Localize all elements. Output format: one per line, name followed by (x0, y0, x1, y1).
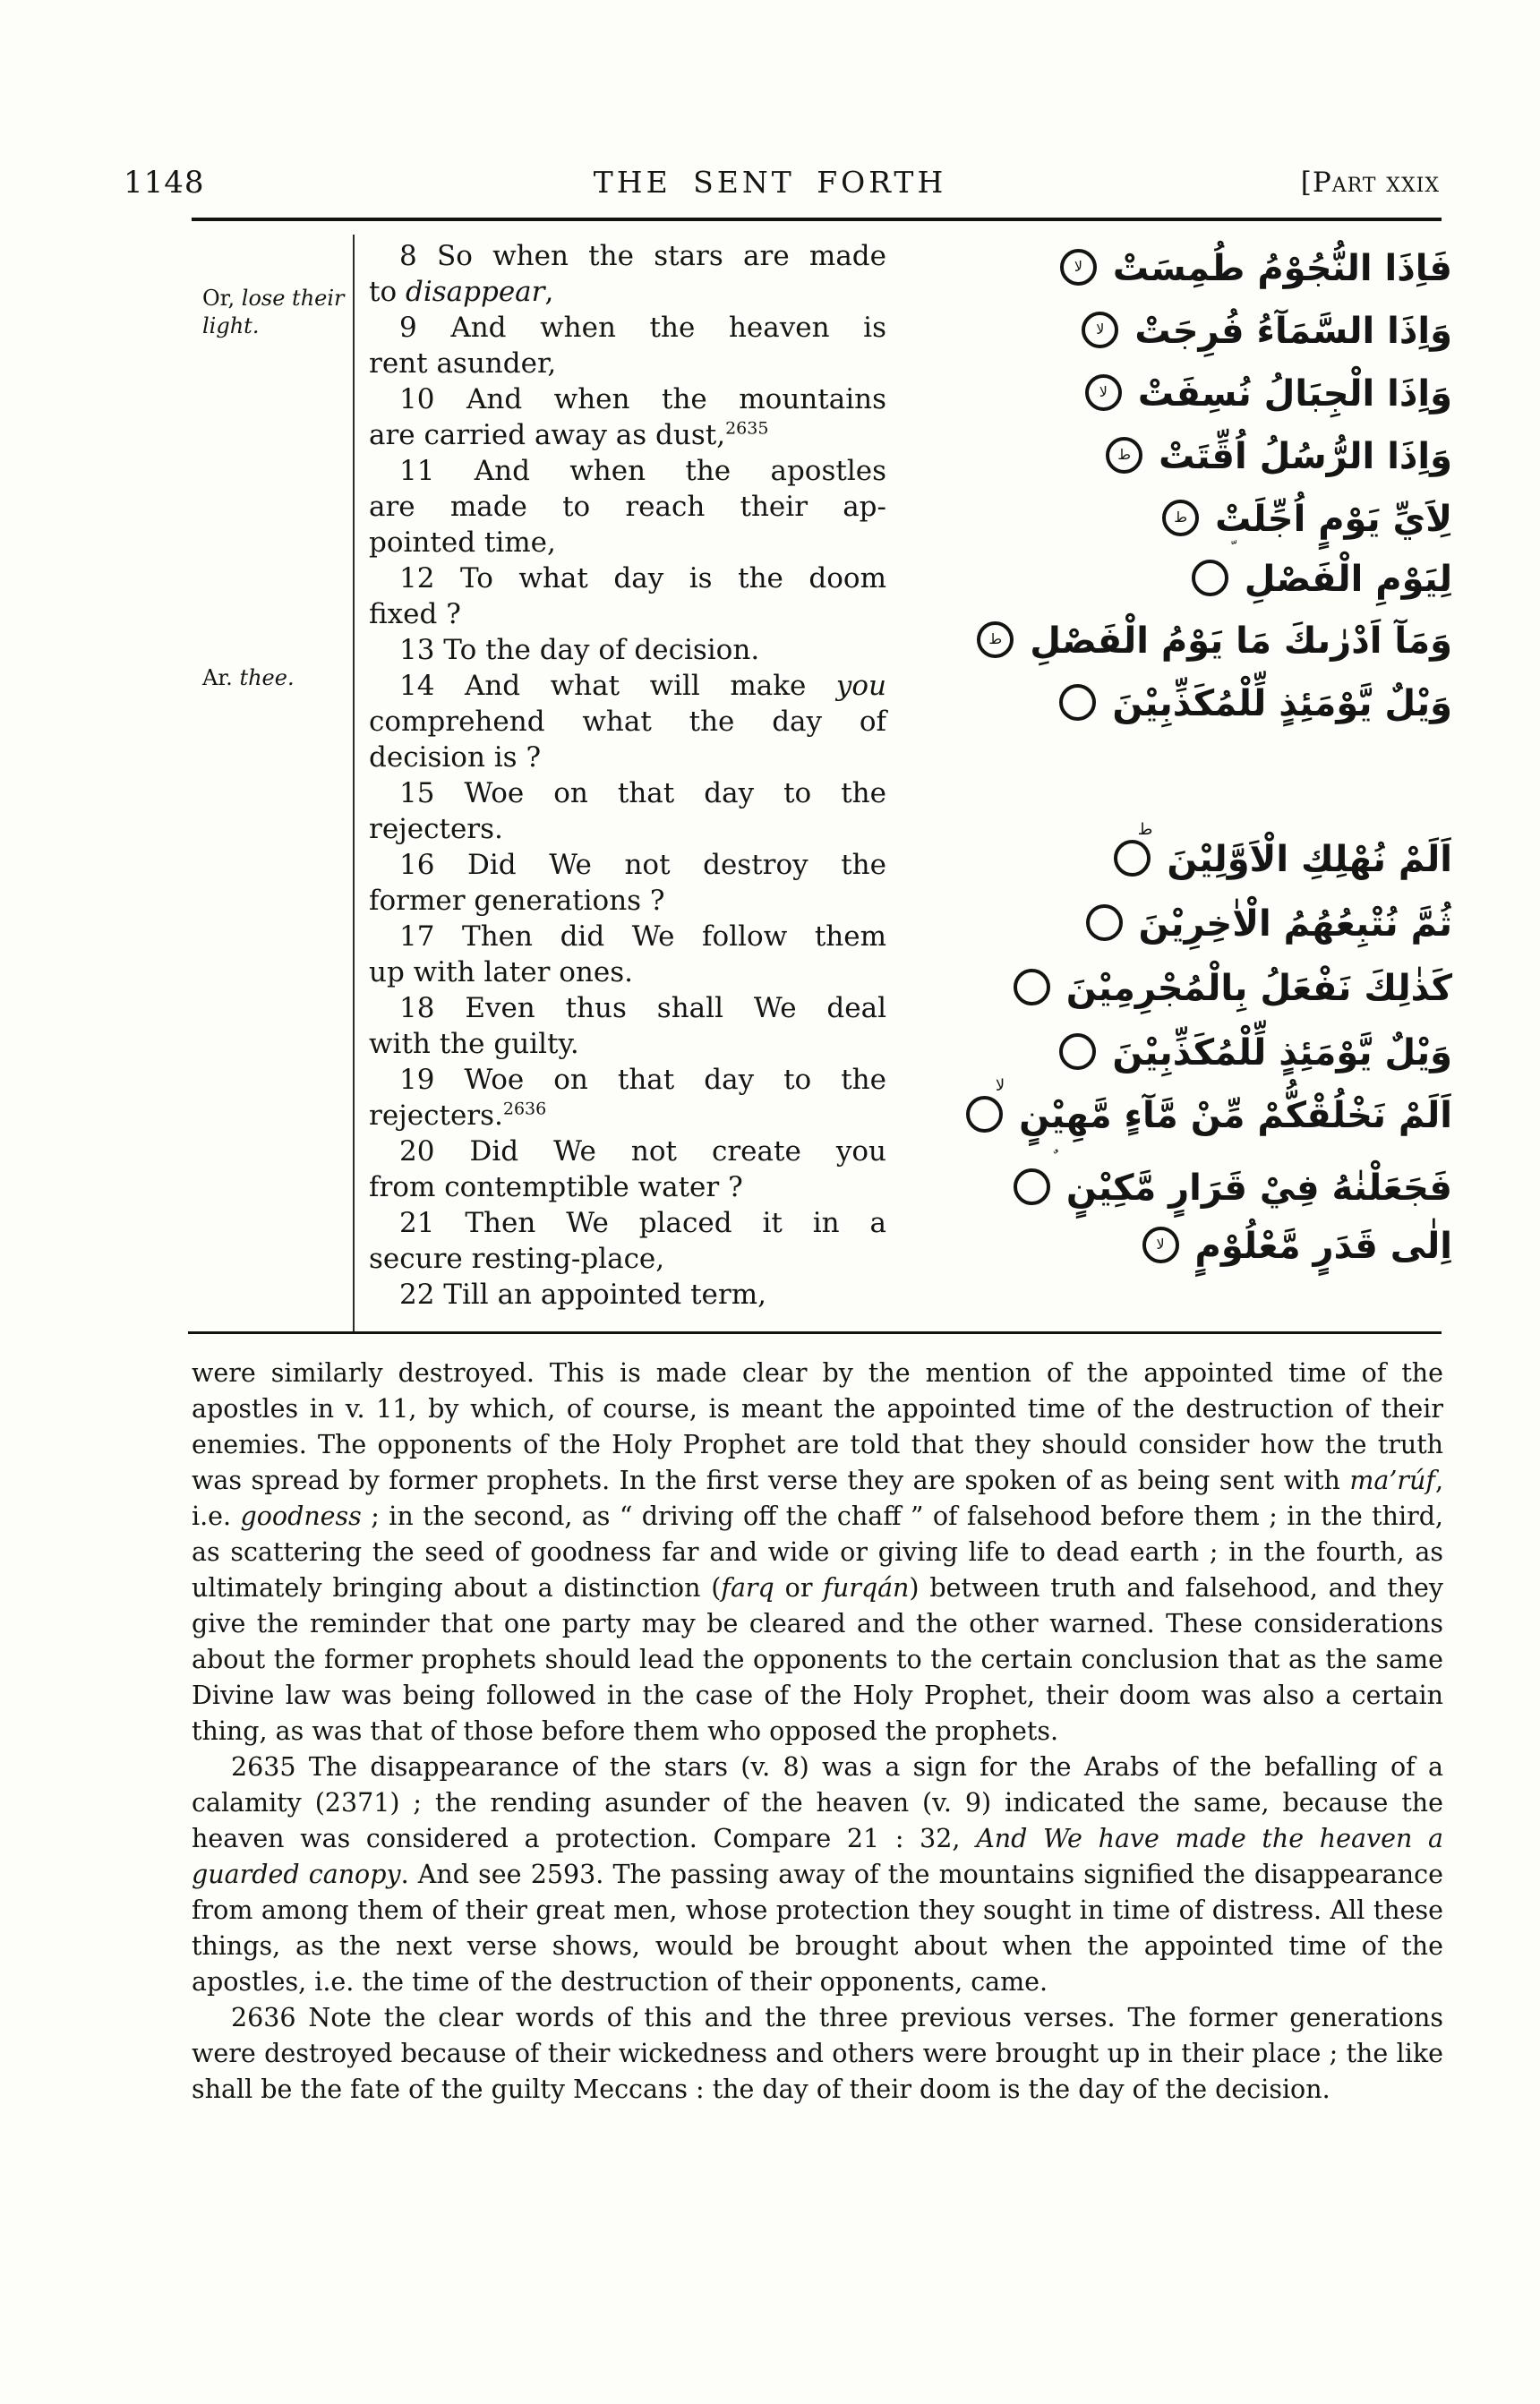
verse-line (369, 1169, 886, 1205)
footnote-ref: 2635 (725, 418, 769, 439)
verse-line (369, 954, 886, 990)
commentary-section (192, 1356, 1443, 2108)
ayah-end-marker (1114, 819, 1153, 877)
ayah-end-marker (1014, 969, 1050, 1005)
ayah-end-marker: ط (1162, 500, 1199, 536)
text-run: 16 Did We not destroy the (399, 849, 886, 881)
text-run: 2636 Note the clear words of this and the three previous verses. The former generations were destroyed because of their wickedness and others were brought up in their place ; the like shall be the fate of the guilty Meccans : the day of their doom is the day of the decision. (192, 2003, 1443, 2104)
text-run: Or, (202, 286, 242, 311)
verse-line (369, 704, 886, 740)
text-run: 11 And when the apostles (399, 455, 886, 487)
margin-note-or-lose-their-light (202, 285, 349, 340)
arabic-verse-line (1104, 428, 1452, 485)
arabic-verse-text: وَيْلٌ يَّوْمَئِذٍ لِّلْمُكَذِّبِيْنَ (1112, 1032, 1452, 1074)
ayah-end-marker: ط (977, 621, 1014, 658)
text-run: secure resting-place, (369, 1243, 665, 1275)
arabic-verse-text: وَمَآ اَدْرٰىكَ مَا يَوْمُ الْفَصْلِ (1030, 620, 1452, 662)
arabic-verse-text: كَذٰلِكَ نَفْعَلُ بِالْمُجْرِمِيْنَ (1065, 968, 1452, 1009)
verse-line (369, 1277, 886, 1313)
verse-line (369, 596, 886, 632)
ayah-end-marker: ط (1106, 437, 1142, 474)
verse-line (369, 1134, 886, 1169)
arabic-verse-text: فَجَعَلْنٰهُ فِيْ قَرَارٍ مَّكِيْنٍ (1065, 1168, 1452, 1209)
arabic-verse-text: وَاِذَا الرُّسُلُ اُقِّتَتْ (1159, 436, 1452, 477)
arabic-verse-text: اِلٰى قَدَرٍ مَّعْلُوْمٍ (1194, 1226, 1452, 1267)
italic-text: ma’rúf (1349, 1466, 1435, 1495)
text-run: 19 Woe on that day to the (399, 1064, 886, 1096)
text-run: 2635 The disappearance of the stars (v. 8) was a sign for the Arabs of the befalling of a calamity (2371) ; the rending asunder of the heaven (v. 9) indicated the same, because the heaven was considered a protection. Compare 21 : 32, (192, 1752, 1443, 1853)
arabic-verse-line (1083, 365, 1452, 423)
text-run: , i.e. (192, 1466, 1443, 1531)
text-run: ; in the second, as “ driving off the chaff ” of falsehood before them ; in the third, as scattering the seed of goodness far and wide or giving life to dead earth ; in the fourth, as ultimately bringing about a distinction ( (192, 1501, 1443, 1603)
arabic-verse-text: وَاِذَا الْجِبَالُ نُسِفَتْ (1137, 373, 1452, 415)
verse-line (369, 668, 886, 704)
verse-line (369, 1026, 886, 1062)
margin-note-ar-thee (202, 664, 349, 692)
verse-line (369, 346, 886, 381)
arabic-verse-line (1112, 819, 1452, 888)
italic-text: And We have made the heaven a guarded canopy (192, 1824, 1443, 1889)
verse-line (369, 417, 886, 453)
arabic-verse-line (964, 1075, 1452, 1144)
column-divider-rule (353, 235, 355, 1332)
footnote-separator-rule (188, 1331, 1442, 1334)
text-run: 20 Did We not create you (399, 1135, 886, 1168)
text-run: or (774, 1573, 824, 1603)
italic-text: goodness (240, 1501, 362, 1531)
arabic-verse-line (1141, 1218, 1452, 1275)
italic-text: thee. (239, 665, 295, 690)
arabic-verse-text: لِاَيِّ يَوْمٍ اُجِّلَتْ (1215, 499, 1452, 540)
arabic-verse-line (1160, 491, 1452, 548)
arabic-verse-text: وَاِذَا السَّمَآءُ فُرِجَتْ (1134, 311, 1452, 352)
arabic-verse-line (1190, 551, 1452, 608)
ayah-end-marker (1086, 904, 1123, 941)
verse-line (369, 811, 886, 847)
verse-line (369, 310, 886, 346)
text-run: ) between truth and falsehood, and they give the reminder that one party may be cleared and the other warned. These considerations about the former prophets should lead the opponents to the certain conclusion that as the same Divine law was being followed in the case of the Holy Prophet, their doom was also a certain thing, as was that of those before them who opposed the prophets. (192, 1573, 1443, 1746)
arabic-verse-line (1057, 675, 1452, 732)
text-run: rejecters. (369, 1099, 503, 1132)
arabic-verse-text: ثُمَّ نُتْبِعُهُمُ الْاٰخِرِيْنَ (1138, 903, 1452, 945)
arabic-verse-line (975, 612, 1452, 670)
arabic-verse-line (1012, 1159, 1452, 1217)
text-run: . And see 2593. The passing away of the mountains signified the disappearance from among them of their great men, whose protection they sought in time of distress. All these things, as the next verse shows, would be brought about when the appointed time of the apostles, i.e. the time of the destruction of their opponents, came. (192, 1860, 1443, 1997)
ayah-end-marker: لا (1142, 1227, 1179, 1263)
text-run: from contemptible water ? (369, 1171, 743, 1203)
translation-column (369, 238, 886, 1313)
ayah-end-marker (966, 1075, 1005, 1133)
text-run: 14 And what will make (399, 670, 836, 702)
text-run: former generations ? (369, 885, 665, 917)
verse-line (369, 1062, 886, 1098)
italic-text: farq (721, 1573, 774, 1603)
verse-line (369, 1098, 886, 1134)
text-run: pointed time, (369, 526, 556, 559)
text-run: rent asunder, (369, 347, 557, 380)
text-run: comprehend what the day of (369, 706, 886, 738)
page-number: 1148 (124, 165, 205, 201)
verse-line (369, 525, 886, 560)
text-run: with the guilty. (369, 1028, 579, 1060)
verse-line (369, 632, 886, 668)
verse-line (369, 238, 886, 274)
arabic-verse-text: اَلَمْ نُهْلِكِ الْاَوَّلِيْنَ (1167, 839, 1452, 880)
ayah-end-marker (1014, 1168, 1050, 1205)
text-run: 17 Then did We follow them (399, 920, 886, 953)
ayah-marker-annotation: لا (995, 1075, 1005, 1095)
verse-line (369, 883, 886, 919)
arabic-verse-line (1058, 240, 1452, 297)
italic-text: disappear (405, 276, 545, 308)
verse-line (369, 847, 886, 883)
arabic-verse-line (1084, 895, 1453, 953)
part-label: [Part xxix (1300, 167, 1440, 199)
verse-line (369, 1241, 886, 1277)
ayah-end-marker (1192, 560, 1228, 596)
text-run: fixed ? (369, 598, 461, 630)
text-run: 18 Even thus shall We deal (399, 992, 886, 1024)
arabic-verse-text: اَلَمْ نَخْلُقْكُّمْ مِّنْ مَّآءٍ مَّهِيْنٍ (1019, 1095, 1452, 1136)
text-run: Ar. (202, 665, 240, 690)
page-header (0, 165, 1540, 211)
italic-text: furqán (823, 1573, 910, 1603)
footnote-paragraph (192, 1750, 1443, 2000)
verse-line (369, 990, 886, 1026)
ayah-end-marker: لا (1082, 312, 1118, 348)
text-run: 15 Woe on that day to the (399, 777, 886, 809)
text-run: were similarly destroyed. This is made clear by the mention of the appointed time of the apostles in v. 11, by which, of course, is meant the appointed time of the destruction of their enemies. The opponents of the Holy Prophet are told that they should consider how the truth was spread by former prophets. In the first verse they are spoken of as being sent with (192, 1358, 1443, 1495)
ayah-marker-annotation: ط (1137, 819, 1153, 839)
arabic-verse-text: وَيْلٌ يَّوْمَئِذٍ لِّلْمُكَذِّبِيْنَ (1112, 683, 1452, 724)
text-run: 21 Then We placed it in a (399, 1207, 886, 1239)
text-run: 12 To what day is the doom (399, 562, 886, 595)
text-run: 13 To the day of decision. (399, 634, 760, 666)
text-run: 8 So when the stars are made (399, 240, 886, 272)
ayah-end-marker: لا (1060, 249, 1097, 286)
ayah-end-marker (1059, 684, 1096, 721)
arabic-verse-text: فَاِذَا النُّجُوْمُ طُمِسَتْ (1112, 248, 1452, 289)
text-run: 10 And when the mountains (399, 383, 886, 415)
italic-text: you (835, 670, 886, 702)
verse-line (369, 919, 886, 954)
verse-line (369, 453, 886, 489)
text-run: decision is ? (369, 741, 542, 774)
text-run: , (544, 276, 554, 308)
text-run: are carried away as dust, (369, 419, 726, 451)
verse-line (369, 740, 886, 775)
text-run: are made to reach their ap- (369, 491, 886, 523)
ayah-end-marker: لا (1085, 374, 1122, 411)
ayah-end-marker (1059, 1033, 1096, 1070)
arabic-verse-line (1057, 1024, 1452, 1082)
arabic-verse-text: لِيَوْمِ الْفَصْلِ (1244, 559, 1452, 600)
arabic-verse-line (1080, 303, 1452, 360)
verse-line (369, 1205, 886, 1241)
footnote-paragraph (192, 1356, 1443, 1750)
page-title: THE SENT FORTH (593, 165, 947, 200)
arabic-verse-line (1012, 960, 1452, 1017)
text-run: 22 Till an appointed term, (399, 1279, 766, 1311)
text-run: 9 And when the heaven is (399, 312, 886, 344)
footnote-paragraph (192, 2000, 1443, 2108)
italic-text: lose their light. (202, 286, 345, 338)
verse-line (369, 274, 886, 310)
footnote-ref: 2636 (502, 1099, 547, 1119)
verse-line (369, 775, 886, 811)
text-run: up with later ones. (369, 956, 633, 988)
text-run: to (369, 276, 406, 308)
verse-line (369, 381, 886, 417)
verse-line (369, 489, 886, 525)
header-rule (192, 218, 1442, 221)
text-run: rejecters. (369, 813, 503, 845)
verse-line (369, 560, 886, 596)
